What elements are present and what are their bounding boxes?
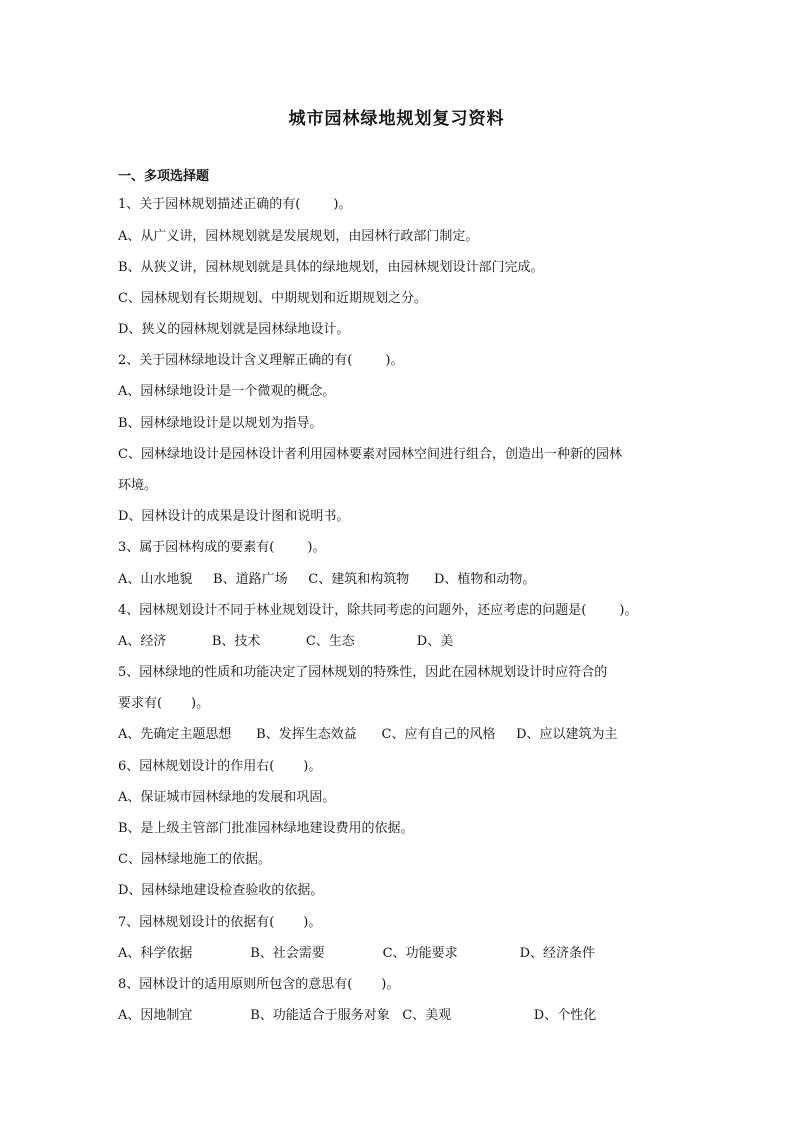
options-4: A、经济 B、技术 C、生态 D、美: [118, 634, 454, 649]
option-1b: B、从狭义讲，园林规划就是具体的绿地规划，由园林规划设计部门完成。: [118, 260, 544, 275]
section-heading: 一、多项选择题: [118, 169, 210, 184]
question-1: 1、关于园林规划描述正确的有( )。: [118, 197, 352, 212]
option-1a: A、从广义讲，园林规划就是发展规划，由园林行政部门制定。: [118, 229, 479, 244]
question-3: 3、属于园林构成的要素有( )。: [118, 540, 326, 555]
question-4: 4、园林规划设计不同于林业规划设计，除共同考虑的问题外，还应考虑的问题是( )。: [118, 603, 638, 618]
options-8: A、因地制宜 B、功能适合于服务对象 C、美观 D、个性化: [118, 1008, 597, 1023]
option-6a: A、保证城市园林绿地的发展和巩固。: [118, 790, 336, 805]
options-7: A、科学依据 B、社会需要 C、功能要求 D、经济条件: [118, 946, 596, 961]
option-2d: D、园林设计的成果是设计图和说明书。: [118, 509, 350, 524]
question-5: 5、园林绿地的性质和功能决定了园林规划的特殊性，因此在园林规划设计时应符合的: [118, 665, 608, 680]
question-5-continued: 要求有( )。: [118, 696, 210, 711]
option-1c: C、园林规划有长期规划、中期规划和近期规划之分。: [118, 291, 427, 306]
options-3: A、山水地貌 B、道路广场 C、建筑和构筑物 D、植物和动物。: [118, 572, 536, 587]
option-2c: C、园林绿地设计是园林设计者利用园林要素对园林空间进行组合，创造出一种新的园林: [118, 447, 622, 462]
option-2b: B、园林绿地设计是以规划为指导。: [118, 416, 323, 431]
option-6c: C、园林绿地施工的依据。: [118, 852, 271, 867]
question-6: 6、园林规划设计的作用右( )。: [118, 759, 322, 774]
question-7: 7、园林规划设计的依据有( )。: [118, 915, 322, 930]
options-5: A、先确定主题思想 B、发挥生态效益 C、应有自己的风格 D、应以建筑为主: [118, 727, 618, 742]
option-2a: A、园林绿地设计是一个微观的概念。: [118, 384, 336, 399]
question-2: 2、关于园林绿地设计含义理解正确的有( )。: [118, 353, 404, 368]
option-1d: D、狭义的园林规划就是园林绿地设计。: [118, 322, 350, 337]
option-6b: B、是上级主管部门批准园林绿地建设费用的依据。: [118, 821, 414, 836]
document-title: 城市园林绿地规划复习资料: [288, 109, 505, 129]
option-2c-continued: 环境。: [118, 478, 158, 493]
option-6d: D、园林绿地建设检查验收的依据。: [118, 883, 324, 898]
question-8: 8、园林设计的适用原则所包含的意思有( )。: [118, 977, 400, 992]
